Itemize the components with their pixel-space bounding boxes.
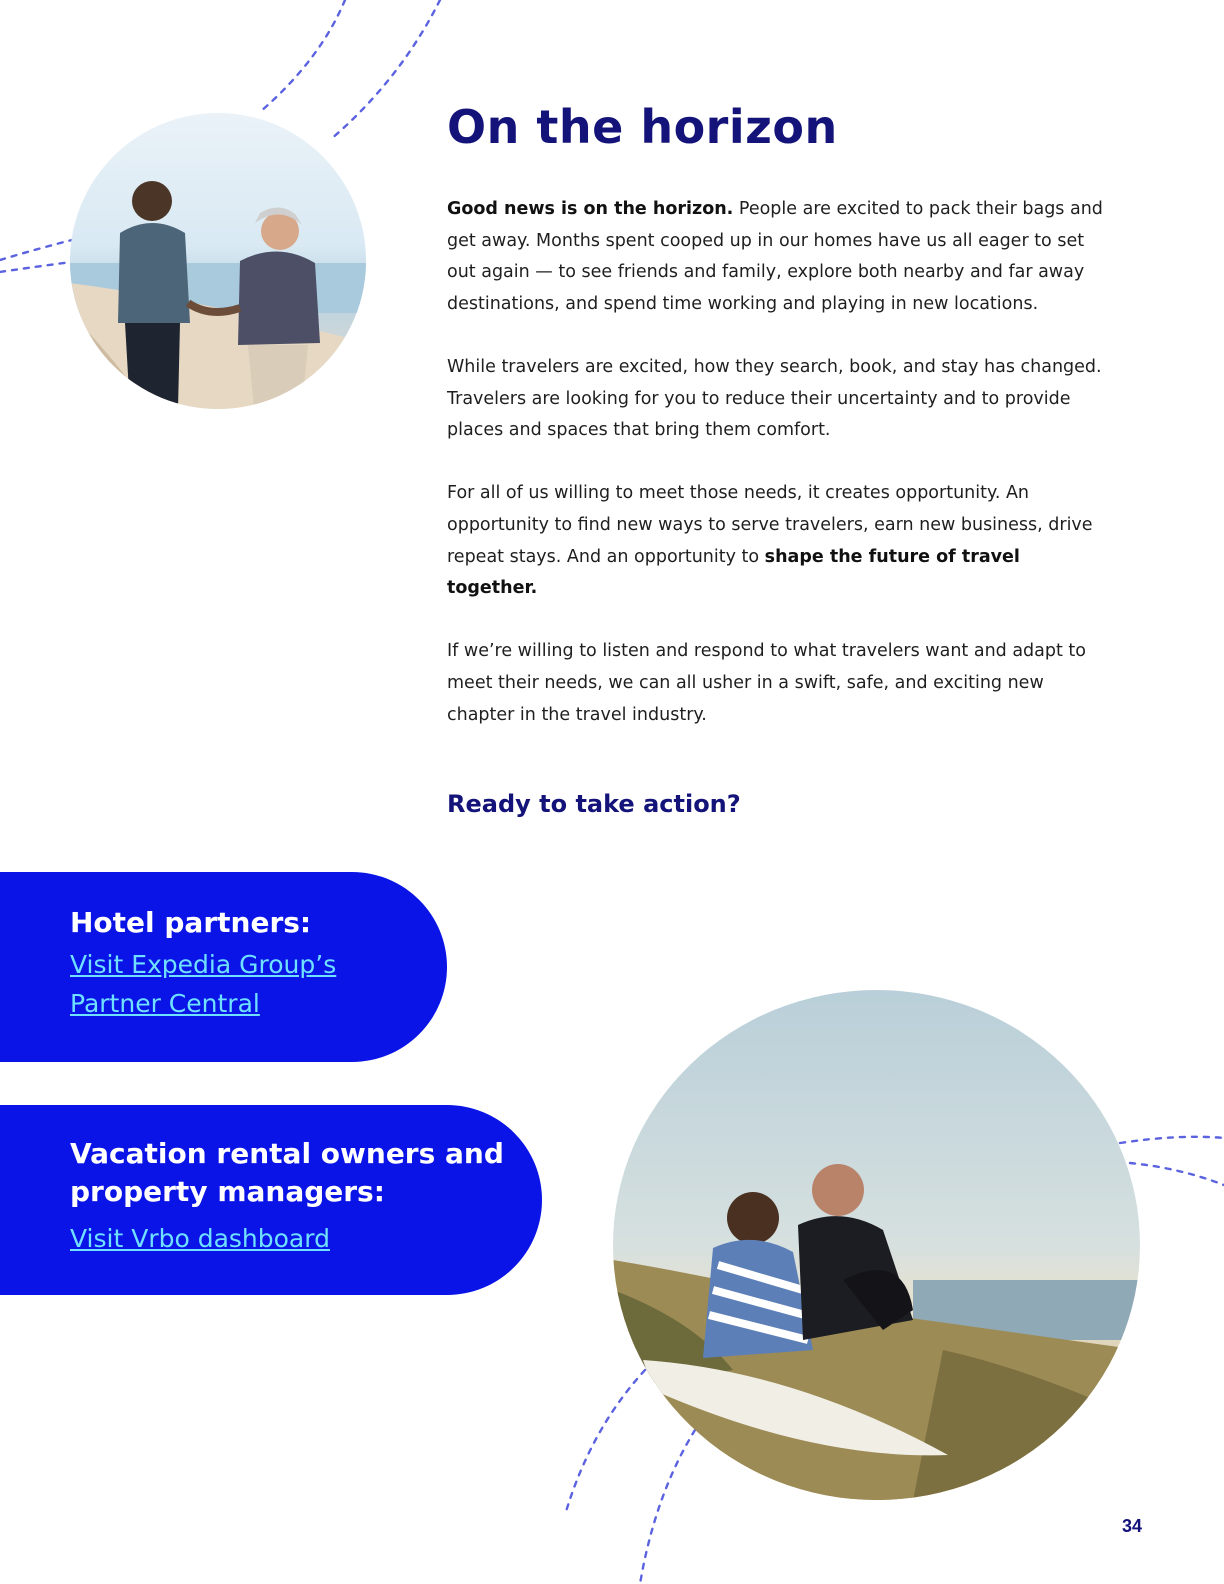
hotel-partners-card	[0, 872, 447, 1062]
page-number: 34	[1121, 1516, 1143, 1536]
page-title: On the horizon	[447, 100, 838, 154]
paragraph-3-text: For all of us willing to meet those needs, it creates opportunity. An opportunity to find new ways to serve travelers, earn new business, drive repeat stays. And an opportunity to	[447, 483, 1093, 567]
photo-father-son-beach	[613, 990, 1140, 1500]
vacation-rental-card	[0, 1105, 542, 1295]
paragraph-3	[447, 478, 1112, 604]
paragraph-1-text: People are excited to pack their bags and get away. Months spent cooped up in our homes have us all eager to set out again — to see friends and family, explore both nearby and far away destinations, and spend time working and playing in new locations.	[447, 199, 1103, 314]
vacation-rental-title: Vacation rental owners and property managers:	[70, 1137, 504, 1208]
paragraph-1-lead: Good news is on the horizon.	[447, 199, 734, 219]
paragraph-4: If we’re willing to listen and respond to what travelers want and adapt to meet their needs, we can all usher in a swift, safe, and exciting new chapter in the travel industry.	[447, 641, 1086, 725]
hotel-partners-title: Hotel partners:	[70, 906, 312, 939]
cta-heading: Ready to take action?	[447, 790, 741, 818]
body-text	[447, 194, 1112, 763]
paragraph-1	[447, 194, 1112, 320]
paragraph-2: While travelers are excited, how they search, book, and stay has changed. Travelers are looking for you to reduce their uncertainty and to provide places and spaces that bring them comfort.	[447, 356, 1102, 441]
partner-central-link[interactable]: Visit Expedia Group’s Partner Central	[70, 950, 337, 1018]
photo-men-walking-beach	[70, 113, 366, 409]
vrbo-dashboard-link[interactable]: Visit Vrbo dashboard	[70, 1224, 330, 1253]
paragraph-3-emphasis: shape the future of travel together.	[447, 546, 1020, 599]
